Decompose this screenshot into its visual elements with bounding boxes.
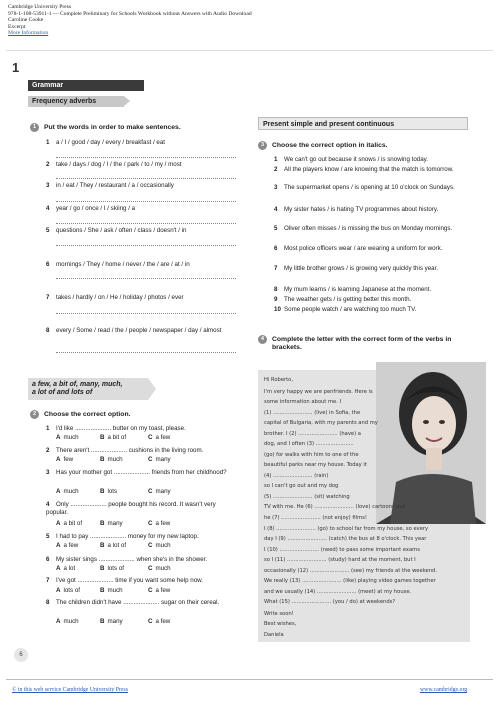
ex1-item: 5 questions / She / ask / often / class / doesn't / in [46, 227, 187, 234]
option-c[interactable]: C a few [148, 434, 171, 441]
cambridge-website-link[interactable]: www.cambridge.org [420, 687, 468, 693]
exercise-4-instruction: Complete the letter with the correct form of the verbs in brackets. [272, 336, 452, 351]
option-c[interactable]: C a few [148, 520, 171, 527]
option-c[interactable]: C much [148, 542, 171, 549]
option-a[interactable]: A few [56, 456, 74, 463]
unit-number: 1 [12, 60, 20, 75]
ex3-item: 10 Some people watch / are watching too much TV. [274, 306, 417, 313]
ex1-item: 1 a / I / good / day / every / breakfast / eat [46, 139, 166, 146]
publisher: Cambridge University Press [8, 4, 72, 10]
letter-line: We really (13) ........................ (like) playing video games together [264, 578, 436, 584]
author: Caroline Cooke [8, 17, 44, 24]
excerpt-label: Excerpt [8, 23, 26, 30]
portrait-image [376, 362, 486, 524]
quantifiers-heading-line2: a lot of and lots of [32, 389, 93, 396]
letter-line: some information about me. I [264, 399, 342, 405]
answer-line[interactable] [56, 201, 236, 202]
answer-line[interactable] [56, 352, 236, 353]
ex1-item: 4 year / go / once / I / skiing / a [46, 205, 136, 212]
option-c[interactable]: C a few [148, 618, 171, 625]
ex2-item: 3 Has your mother got ..................... friends from her childhood? [46, 469, 227, 476]
present-tenses-heading: Present simple and present continuous [258, 117, 468, 130]
letter-line: so I (11) ........................ (study) hard at the moment, but I [264, 557, 416, 563]
letter-line: so I can't go out and my dog [264, 483, 339, 489]
ex2-item: 2 There aren't ..................... cushions in the living room. [46, 447, 204, 454]
page-number: 6 [14, 648, 28, 662]
letter-line: day I (9) ........................ (catch) the bus at 8 o'clock. This year [264, 536, 427, 542]
footer-divider [6, 679, 493, 680]
answer-line[interactable] [56, 278, 236, 279]
option-a[interactable]: A much [56, 618, 79, 625]
ex3-item: 2 All the players know / are knowing that the match is tomorrow. [274, 166, 454, 173]
ex1-item: 2 take / days / dog / I / the / park / to / my / most [46, 161, 182, 168]
ex2-item: 7 I've got ..................... time if you want some help now. [46, 577, 203, 584]
exercise-2-instruction: Choose the correct option. [44, 411, 131, 418]
option-b[interactable]: B a lot of [100, 542, 127, 549]
option-c[interactable]: C much [148, 565, 171, 572]
girl-photo [376, 362, 486, 524]
heading-arrow [148, 378, 156, 400]
letter-line: (4) ........................ (rain) [264, 473, 329, 479]
isbn-title: 978-1-108-53911-1 — Complete Preliminary for Schools Workbook without Answers with Audio Download [8, 10, 252, 17]
ex1-item: 8 every / Some / read / the / people / newspaper / day / almost [46, 327, 222, 334]
ex2-item: 4 Only ..................... people bought his record. It wasn't very popular. [46, 501, 216, 516]
letter-line: and we usually (14) ........................ (meet) at my house. [264, 589, 412, 595]
option-c[interactable]: C many [148, 488, 171, 495]
letter-line: (1) ........................ (live) in Sofia, the [264, 410, 361, 416]
letter-line: I'm very happy we are penfriends. Here is [264, 389, 373, 395]
exercise-4-badge: 4 [258, 335, 267, 344]
option-a[interactable]: A a bit of [56, 520, 83, 527]
exercise-3-badge: 3 [258, 141, 267, 150]
letter-line: occasionally (12) ........................ (see) my friends at the weekend. [264, 568, 437, 574]
option-c[interactable]: C many [148, 456, 171, 463]
letter-line: Daniela [264, 632, 284, 638]
letter-line: Write soon! [264, 611, 294, 617]
more-information-link[interactable]: More Information [8, 30, 49, 37]
ex3-item: 5 Oliver often misses / is missing the bus on Monday mornings. [274, 225, 453, 232]
option-b[interactable]: B many [100, 618, 123, 625]
letter-line: What (15) ........................ (you / do) at weekends? [264, 599, 396, 605]
ex2-item: 8 The children didn't have ..................... sugar on their cereal. [46, 599, 220, 606]
option-a[interactable]: A lots of [56, 587, 80, 594]
answer-line[interactable] [56, 178, 236, 179]
option-c[interactable]: C a few [148, 587, 171, 594]
option-a[interactable]: A much [56, 434, 79, 441]
letter-line: I (8) ........................ (go) to school far from my house, so every [264, 526, 429, 532]
frequency-adverbs-heading: Frequency adverbs [28, 96, 124, 107]
letter-line: he (7) ........................ (not enjoy) films! [264, 515, 367, 521]
option-b[interactable]: B much [100, 456, 123, 463]
letter-line: capital of Bulgaria, with my parents and my [264, 420, 378, 426]
answer-line[interactable] [56, 223, 236, 224]
letter-line: I (10) ........................ (need) to pass some important exams [264, 547, 420, 553]
letter-line: Best wishes, [264, 621, 297, 627]
quantifiers-heading-line1: a few, a bit of, many, much, [32, 381, 123, 388]
exercise-1-instruction: Put the words in order to make sentences. [44, 124, 181, 131]
ex2-item: 6 My sister sings ..................... when she's in the shower. [46, 556, 208, 563]
ex1-item: 7 takes / hardly / on / He / holiday / photos / ever [46, 294, 184, 301]
answer-line[interactable] [56, 157, 236, 158]
ex3-item: 3 The supermarket opens / is opening at 10 o'clock on Sundays. [274, 184, 455, 191]
option-a[interactable]: A much [56, 488, 79, 495]
ex2-item: 5 I had to pay ..................... money for my new laptop. [46, 533, 199, 540]
ex3-item: 9 The weather gets / is getting better this month. [274, 296, 412, 303]
ex1-item: 3 in / eat / They / restaurant / a / occasionally [46, 182, 174, 189]
letter-line: (go) for walks with him to one of the [264, 452, 359, 458]
copyright-link[interactable]: © in this web service Cambridge University Press [12, 687, 128, 693]
exercise-2-badge: 2 [30, 410, 39, 419]
letter-line: (5) ........................ (sit) watching [264, 494, 350, 500]
letter-line: TV with me. He (6) ........................ (love) cartoons but [264, 504, 405, 510]
option-a[interactable]: A a lot [56, 565, 76, 572]
option-a[interactable]: A a few [56, 542, 79, 549]
answer-line[interactable] [56, 313, 236, 314]
option-b[interactable]: B many [100, 520, 123, 527]
ex3-item: 7 My little brother grows / is growing very quickly this year. [274, 265, 439, 272]
option-b[interactable]: B a bit of [100, 434, 127, 441]
option-b[interactable]: B lots [100, 488, 118, 495]
ex3-item: 4 My sister hates / is hating TV programmes about history. [274, 206, 439, 213]
letter-line: brother. I (2) ........................ (have) a [264, 431, 361, 437]
grammar-heading: Grammar [28, 80, 144, 91]
letter-line: beautiful parks near my house. Today it [264, 462, 367, 468]
letter-line: Hi Roberto, [264, 377, 294, 383]
option-b[interactable]: B lots of [100, 565, 124, 572]
document-header [8, 4, 252, 37]
option-b[interactable]: B much [100, 587, 123, 594]
ex3-item: 6 Most police officers wear / are wearing a uniform for work. [274, 245, 443, 252]
heading-arrow [124, 96, 130, 106]
quantifiers-heading [28, 378, 148, 400]
letter-line: dog, and I often (3) ....................... [264, 441, 354, 447]
ex3-item: 8 My mum learns / is learning Japanese at the moment. [274, 286, 432, 293]
exercise-3-instruction: Choose the correct option in italics. [272, 142, 388, 149]
ex2-item: 1 I'd like ..................... butter on my toast, please. [46, 425, 186, 432]
exercise-1-badge: 1 [30, 123, 39, 132]
ex1-item: 6 mornings / They / home / never / the / are / at / in [46, 261, 190, 268]
answer-line[interactable] [56, 245, 236, 246]
ex3-item: 1 We can't go out because it snows / is snowing today. [274, 156, 429, 163]
